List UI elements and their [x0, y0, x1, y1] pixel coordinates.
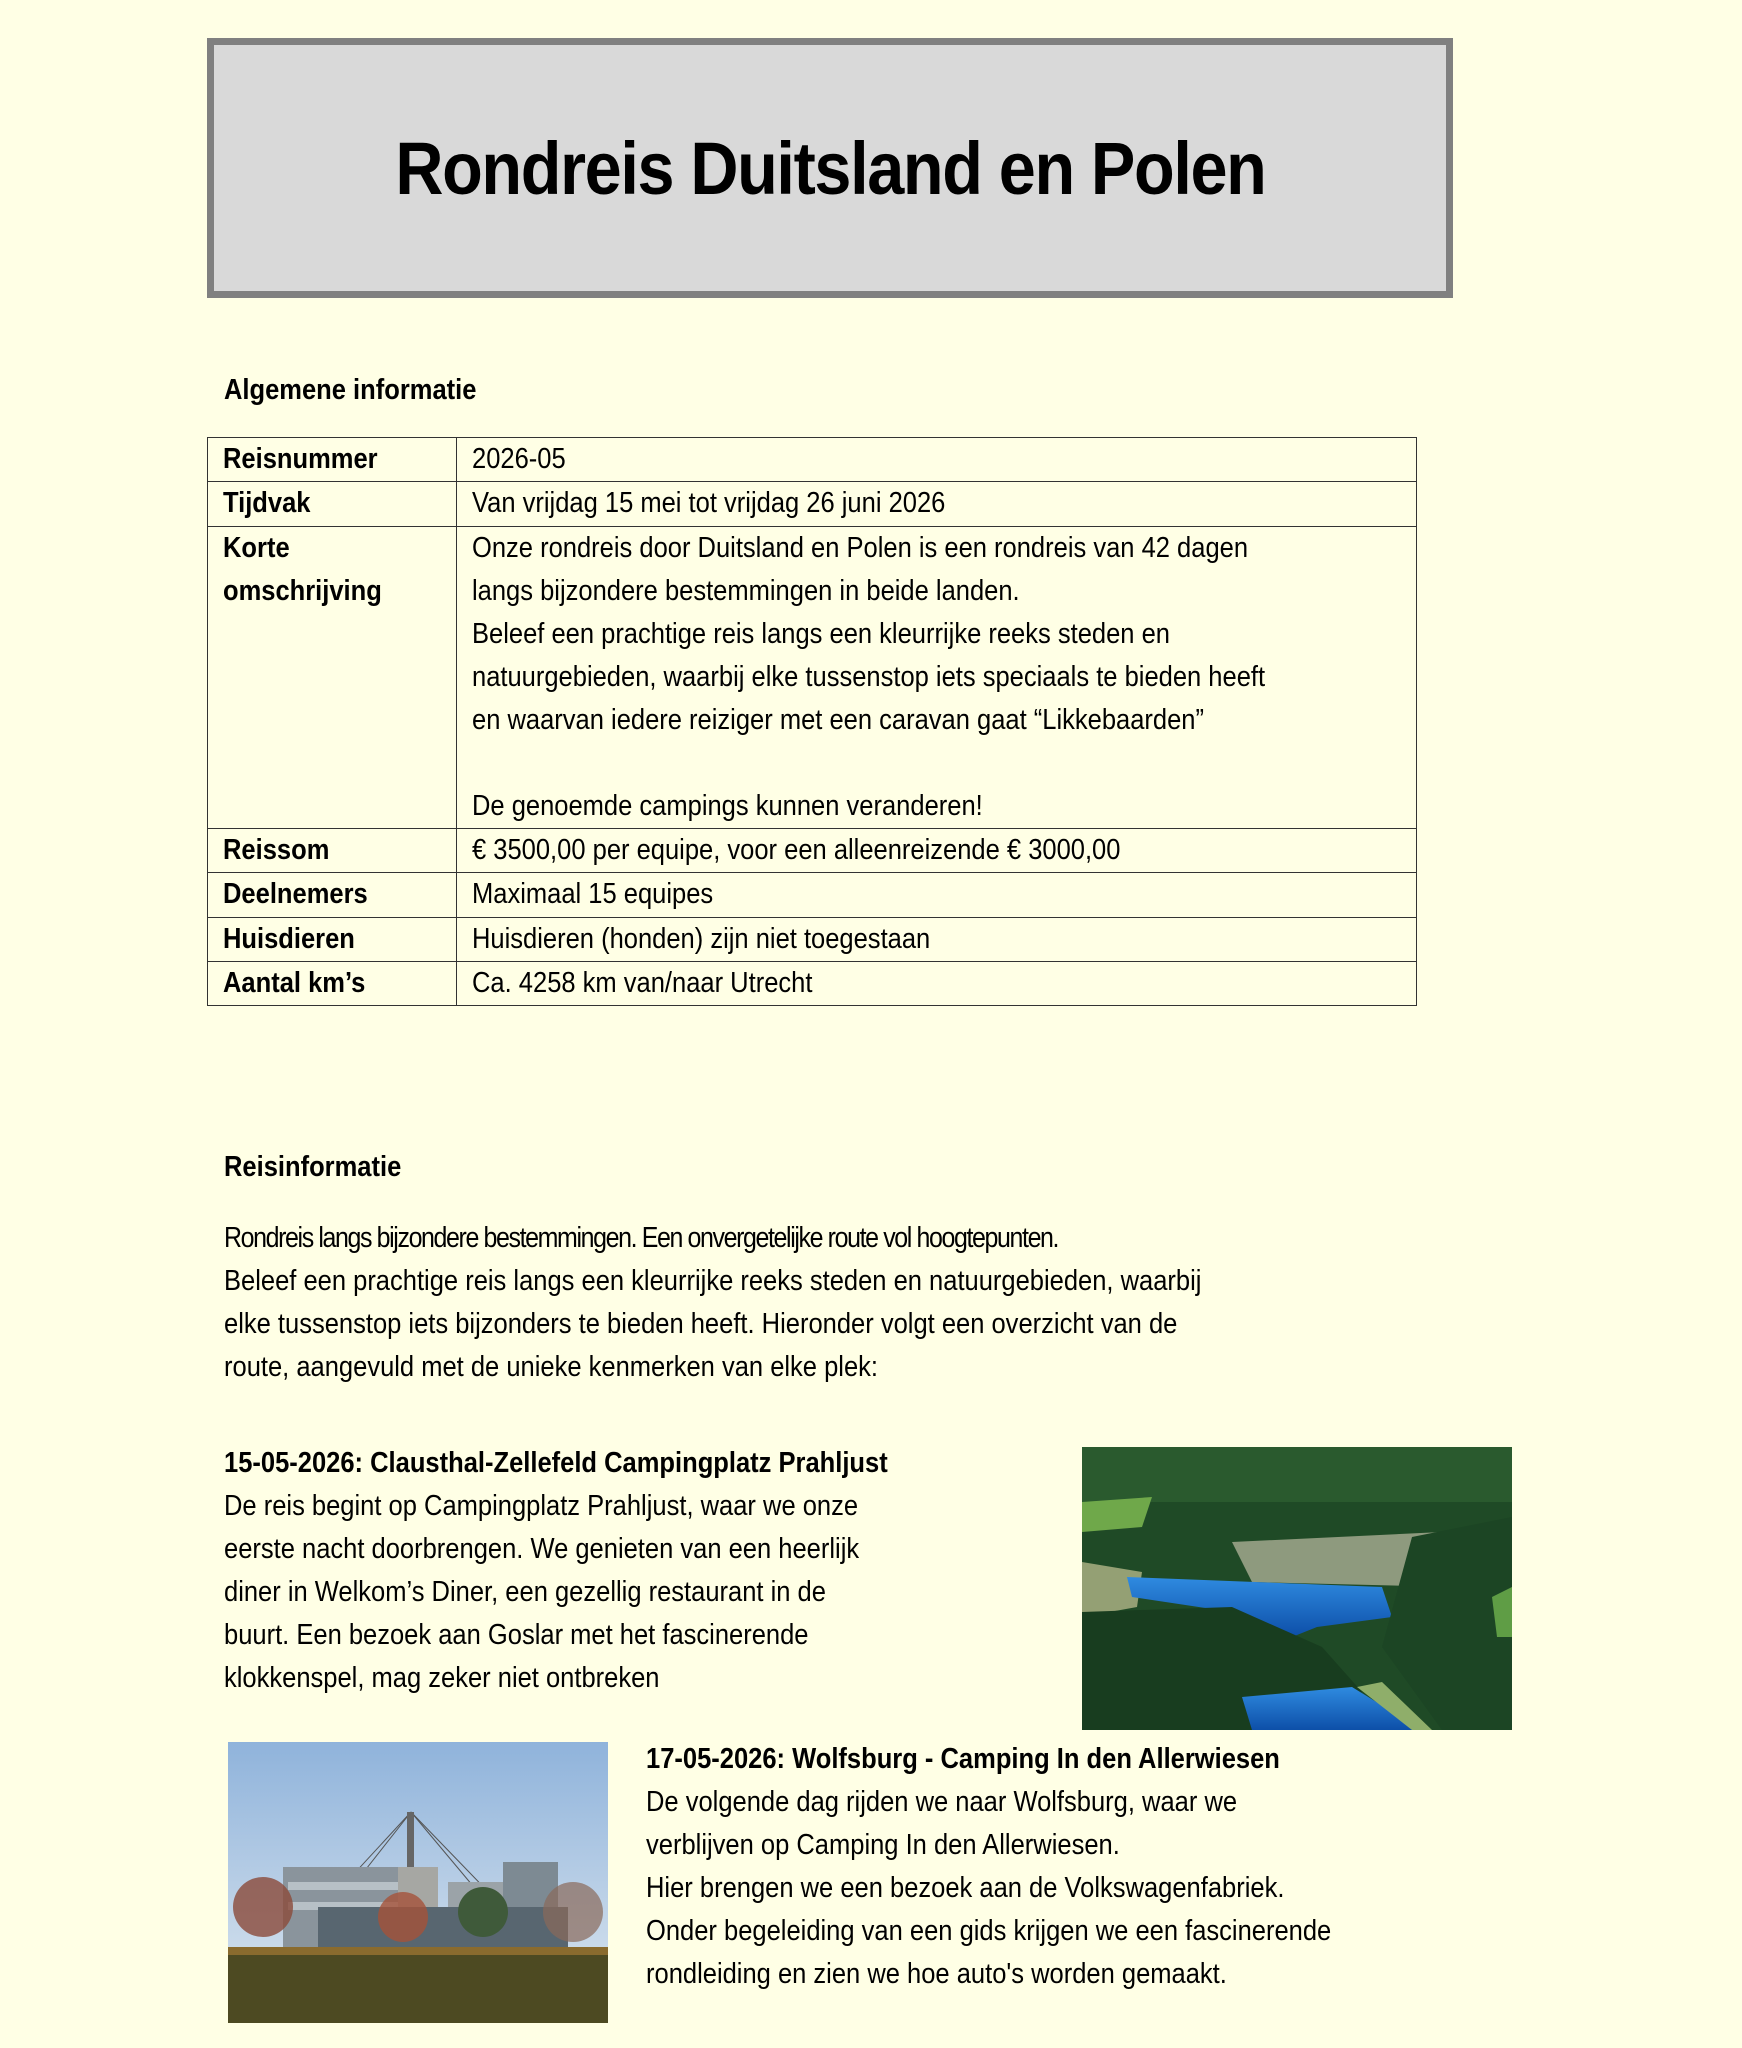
stop-line: De volgende dag rijden we naar Wolfsburg, waar we [646, 1786, 1238, 1818]
itinerary-stop [224, 1442, 978, 1700]
row-label: Deelnemers [208, 873, 457, 918]
aerial-forest-lake-campsite-photo [1082, 1447, 1512, 1730]
row-value: Van vrijdag 15 mei tot vrijdag 26 juni 2026 [457, 482, 1417, 527]
general-info-heading [224, 369, 511, 412]
stop-line: Hier brengen we een bezoek aan de Volkswagenfabriek. [646, 1872, 1285, 1904]
stop-title: 15-05-2026: Clausthal-Zellefeld Campingplatz Prahljust [224, 1447, 888, 1479]
stop-line: eerste nacht doorbrengen. We genieten van een heerlijk [224, 1533, 860, 1565]
travel-info-heading-text: Reisinformatie [224, 1151, 402, 1183]
row-label: Reissom [208, 829, 457, 873]
row-label: Reisnummer [208, 438, 457, 482]
row-value: Maximaal 15 equipes [457, 873, 1417, 918]
travel-intro [224, 1260, 1335, 1389]
intro-line: route, aangevuld met de unieke kenmerken van elke plek: [224, 1351, 879, 1383]
stop-line: buurt. Een bezoek aan Goslar met het fascinerende [224, 1619, 809, 1651]
table-row [208, 482, 1417, 527]
row-label: Korte omschrijving [208, 527, 457, 829]
stop-line: Onder begeleiding van een gids krijgen we een fascinerende [646, 1915, 1332, 1947]
row-value: Huisdieren (honden) zijn niet toegestaan [457, 918, 1417, 962]
travel-tagline [224, 1217, 1194, 1260]
stop-line: rondleiding en zien we hoe auto's worden gemaakt. [646, 1958, 1227, 1990]
table-row [208, 873, 1417, 918]
table-row [208, 438, 1417, 482]
page-title: Rondreis Duitsland en Polen [394, 126, 1266, 210]
table-row [208, 918, 1417, 962]
row-label: Aantal km’s [208, 962, 457, 1006]
travel-info-heading [224, 1146, 425, 1189]
stop-line: klokkenspel, mag zeker niet ontbreken [224, 1662, 660, 1694]
table-row [208, 962, 1417, 1006]
row-value: Ca. 4258 km van/naar Utrecht [457, 962, 1417, 1006]
stop-line: diner in Welkom’s Diner, een gezellig restaurant in de [224, 1576, 826, 1608]
row-value: € 3500,00 per equipe, voor een alleenreizende € 3000,00 [457, 829, 1417, 873]
row-label: Huisdieren [208, 918, 457, 962]
volkswagen-autostadt-building-photo [228, 1742, 608, 2023]
row-value: Onze rondreis door Duitsland en Polen is een rondreis van 42 dagen langs bijzondere bestemmingen in beide landen. Beleef een prachtige reis langs een kleurrijke reeks steden en natuurgebieden, waarbij elke tussenstop iets speciaals te bieden heeft en waarvan iedere reiziger met een caravan gaat “Likkebaarden” De genoemde campings kunnen veranderen! [457, 527, 1417, 829]
general-info-table [207, 437, 1417, 1006]
travel-tagline-text: Rondreis langs bijzondere bestemmingen. Een onvergetelijke route vol hoogtepunten. [224, 1222, 1059, 1254]
table-row [208, 527, 1417, 829]
stop-line: verblijven op Camping In den Allerwiesen. [646, 1829, 1120, 1861]
intro-line: Beleef een prachtige reis langs een kleurrijke reeks steden en natuurgebieden, waarbij [224, 1265, 1202, 1297]
row-label: Tijdvak [208, 482, 457, 527]
itinerary-stop [646, 1738, 1425, 1996]
general-info-heading-text: Algemene informatie [224, 374, 477, 406]
stop-title: 17-05-2026: Wolfsburg - Camping In den Allerwiesen [646, 1743, 1280, 1775]
title-box [207, 38, 1453, 298]
table-row [208, 829, 1417, 873]
row-value: 2026-05 [457, 438, 1417, 482]
intro-line: elke tussenstop iets bijzonders te bieden heeft. Hieronder volgt een overzicht van de [224, 1308, 1178, 1340]
stop-line: De reis begint op Campingplatz Prahljust, waar we onze [224, 1490, 859, 1522]
